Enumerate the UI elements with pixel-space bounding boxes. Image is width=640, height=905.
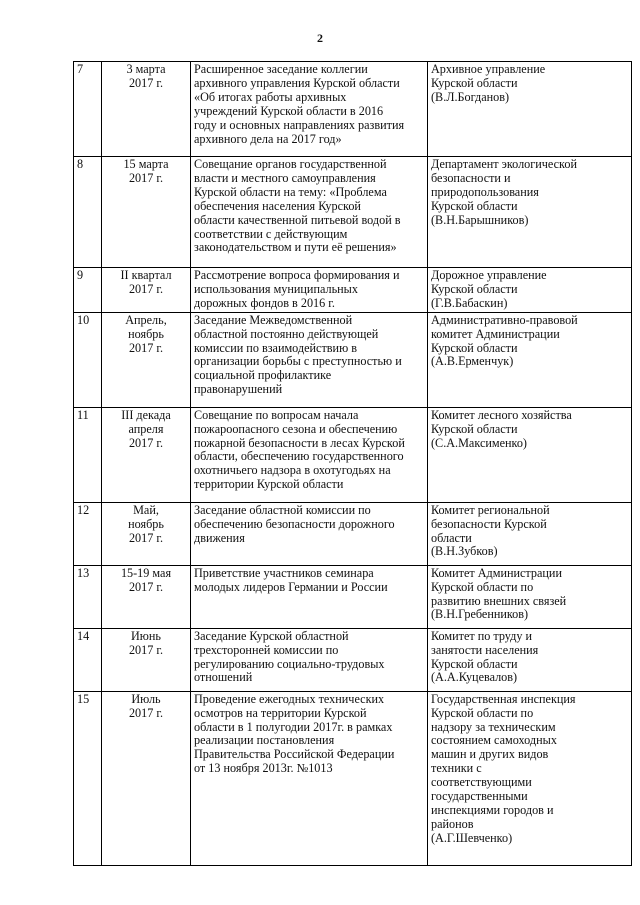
- row-responsible-line: Курской области: [431, 198, 518, 213]
- row-responsible-line: Курской области: [431, 340, 518, 355]
- row-responsible-line: (В.Л.Богданов): [431, 89, 510, 104]
- row-event-line: отношений: [194, 670, 253, 685]
- row-date-line: ноябрь: [128, 516, 164, 531]
- table-row: [74, 628, 632, 691]
- row-event-line: «Об итогах работы архивных: [194, 89, 347, 104]
- row-responsible: [428, 268, 632, 313]
- table-row: [74, 157, 632, 268]
- row-event-line: области качественной питьевой водой в: [194, 212, 401, 227]
- row-number: [74, 312, 102, 407]
- row-responsible-line: государственными: [431, 789, 528, 804]
- row-responsible-line: (В.Н.Барышников): [431, 212, 529, 227]
- row-responsible-line: состоянием самоходных: [431, 733, 557, 748]
- row-responsible-line: Курской области по: [431, 705, 534, 720]
- row-responsible: [428, 62, 632, 157]
- table-row: [74, 62, 632, 157]
- row-responsible-line: занятости населения: [431, 642, 539, 657]
- row-event-line: учреждений Курской области в 2016: [194, 103, 384, 118]
- row-responsible: [428, 157, 632, 268]
- row-responsible: [428, 565, 632, 628]
- row-responsible-line: надзору за техническим: [431, 719, 556, 734]
- row-number: [74, 407, 102, 502]
- row-event: [191, 691, 428, 865]
- row-number-line: 11: [77, 407, 89, 422]
- row-event-line: комиссии по взаимодействию в: [194, 340, 357, 355]
- row-date-line: Июнь: [131, 628, 161, 643]
- row-number: [74, 628, 102, 691]
- row-date-line: II квартал: [120, 268, 172, 282]
- row-date: [102, 407, 191, 502]
- row-number-line: 12: [77, 502, 90, 517]
- row-responsible-line: соответствующими: [431, 775, 532, 790]
- row-date-line: Май,: [133, 502, 159, 517]
- row-date-line: 3 марта: [126, 62, 166, 76]
- row-responsible-line: области: [431, 530, 472, 545]
- row-event-line: Заседание Межведомственной: [194, 312, 353, 327]
- row-number-line: 8: [77, 157, 84, 171]
- row-event-line: Заседание областной комиссии по: [194, 502, 371, 517]
- row-date: [102, 157, 191, 268]
- row-event-line: Правительства Российской Федерации: [194, 747, 395, 762]
- row-event-line: Совещание органов государственной: [194, 157, 387, 171]
- row-number-line: 7: [77, 62, 84, 76]
- row-responsible-line: (В.Н.Гребенников): [431, 607, 529, 622]
- row-event-line: Заседание Курской областной: [194, 628, 349, 643]
- row-number-line: 10: [77, 312, 90, 327]
- row-event-line: регулированию социально-трудовых: [194, 656, 385, 671]
- row-date-line: III декада: [121, 407, 171, 422]
- row-date: [102, 628, 191, 691]
- row-date-line: 2017 г.: [128, 281, 164, 296]
- row-responsible-line: Дорожное управление: [431, 268, 547, 282]
- table-row: [74, 691, 632, 865]
- row-event-line: пожароопасного сезона и обеспечению: [194, 421, 398, 436]
- row-responsible-line: инспекциями городов и: [431, 802, 554, 817]
- row-responsible-line: (А.В.Ерменчук): [431, 354, 514, 369]
- table-row: [74, 312, 632, 407]
- row-event-line: пожарной безопасности в лесах Курской: [194, 435, 405, 450]
- row-event: [191, 407, 428, 502]
- row-event-line: организации борьбы с преступностью и: [194, 354, 402, 369]
- row-event-line: от 13 ноября 2013г. №1013: [194, 761, 333, 776]
- row-date-line: 2017 г.: [128, 530, 164, 545]
- row-event-line: использования муниципальных: [194, 281, 358, 296]
- row-date-line: 2017 г.: [128, 642, 164, 657]
- row-number: [74, 691, 102, 865]
- row-date: [102, 268, 191, 313]
- row-number: [74, 565, 102, 628]
- row-responsible-line: развитию внешних связей: [431, 593, 567, 608]
- row-event-line: области, обеспечению государственного: [194, 449, 404, 464]
- row-event-line: реализации постановления: [194, 733, 335, 748]
- row-date: [102, 62, 191, 157]
- row-date-line: ноябрь: [128, 326, 164, 341]
- row-responsible-line: (А.Г.Шевченко): [431, 830, 513, 845]
- row-responsible-line: (В.Н.Зубков): [431, 544, 498, 559]
- row-responsible: [428, 502, 632, 565]
- row-responsible-line: Архивное управление: [431, 62, 546, 76]
- row-responsible-line: Государственная инспекция: [431, 691, 576, 706]
- row-date-line: 2017 г.: [128, 75, 164, 90]
- events-table: [73, 61, 632, 866]
- row-date: [102, 502, 191, 565]
- row-event-line: власти и местного самоуправления: [194, 170, 376, 185]
- row-responsible-line: Курской области по: [431, 579, 534, 594]
- page-number: 2: [317, 31, 323, 45]
- row-responsible: [428, 691, 632, 865]
- row-date: [102, 312, 191, 407]
- row-number: [74, 157, 102, 268]
- row-event-line: архивного управления Курской области: [194, 75, 400, 90]
- row-event-line: Проведение ежегодных технических: [194, 691, 385, 706]
- row-event-line: законодательством и пути её решения»: [194, 240, 397, 255]
- row-responsible-line: Комитет Администрации: [431, 565, 562, 580]
- row-event-line: дорожных фондов в 2016 г.: [194, 295, 335, 310]
- row-responsible-line: Департамент экологической: [431, 157, 577, 171]
- row-responsible-line: безопасности и: [431, 170, 511, 185]
- row-number: [74, 502, 102, 565]
- row-event: [191, 157, 428, 268]
- row-event-line: обеспечения населения Курской: [194, 198, 361, 213]
- row-event-line: территории Курской области: [194, 477, 344, 492]
- table-row: [74, 268, 632, 313]
- row-number-line: 14: [77, 628, 90, 643]
- row-responsible-line: (С.А.Максименко): [431, 435, 527, 450]
- row-responsible-line: Комитет лесного хозяйства: [431, 407, 572, 422]
- row-event: [191, 312, 428, 407]
- row-event-line: соответствии с действующим: [194, 226, 348, 241]
- row-event-line: Приветствие участников семинара: [194, 565, 374, 580]
- row-event-line: Совещание по вопросам начала: [194, 407, 359, 422]
- row-responsible-line: Курской области: [431, 281, 518, 296]
- row-date-line: Апрель,: [125, 312, 167, 327]
- row-event-line: архивного дела на 2017 год»: [194, 131, 342, 146]
- row-responsible-line: природопользования: [431, 184, 539, 199]
- row-responsible-line: машин и других видов: [431, 747, 549, 762]
- row-number: [74, 268, 102, 313]
- row-date-line: 2017 г.: [128, 579, 164, 594]
- row-event-line: Расширенное заседание коллегии: [194, 62, 368, 76]
- row-event-line: обеспечению безопасности дорожного: [194, 516, 395, 531]
- row-responsible-line: комитет Администрации: [431, 326, 560, 341]
- row-event-line: охотничьего надзора в охотугодьях на: [194, 463, 391, 478]
- row-event: [191, 502, 428, 565]
- row-event: [191, 268, 428, 313]
- row-event-line: социальной профилактике: [194, 368, 332, 383]
- row-responsible: [428, 407, 632, 502]
- row-responsible-line: районов: [431, 816, 474, 831]
- row-responsible-line: Курской области: [431, 75, 518, 90]
- row-event-line: осмотров на территории Курской: [194, 705, 367, 720]
- row-responsible-line: безопасности Курской: [431, 516, 547, 531]
- row-date-line: 15 марта: [123, 157, 169, 171]
- row-number: [74, 62, 102, 157]
- row-date: [102, 565, 191, 628]
- row-date-line: 2017 г.: [128, 435, 164, 450]
- row-event-line: трехсторонней комиссии по: [194, 642, 339, 657]
- row-number-line: 13: [77, 565, 90, 580]
- row-event: [191, 628, 428, 691]
- row-date-line: 2017 г.: [128, 170, 164, 185]
- row-responsible-line: Курской области: [431, 656, 518, 671]
- row-date-line: Июль: [131, 691, 161, 706]
- row-responsible-line: Комитет по труду и: [431, 628, 532, 643]
- row-responsible: [428, 312, 632, 407]
- row-event: [191, 62, 428, 157]
- row-date-line: 15-19 мая: [120, 565, 172, 580]
- row-number-line: 9: [77, 268, 84, 282]
- row-date-line: апреля: [128, 421, 164, 436]
- table-row: [74, 502, 632, 565]
- row-event-line: правонарушений: [194, 382, 283, 397]
- row-event-line: области в 1 полугодии 2017г. в рамках: [194, 719, 393, 734]
- row-responsible-line: техники с: [431, 761, 482, 776]
- row-responsible-line: (А.А.Куцевалов): [431, 670, 518, 685]
- row-event-line: Курской области на тему: «Проблема: [194, 184, 387, 199]
- table-row: [74, 407, 632, 502]
- row-responsible-line: (Г.В.Бабаскин): [431, 295, 508, 310]
- row-event-line: движения: [194, 530, 245, 545]
- row-date: [102, 691, 191, 865]
- table-row: [74, 565, 632, 628]
- row-number-line: 15: [77, 691, 90, 706]
- row-event: [191, 565, 428, 628]
- row-responsible-line: Курской области: [431, 421, 518, 436]
- row-event-line: году и основных направлениях развития: [194, 117, 405, 132]
- row-event-line: молодых лидеров Германии и России: [194, 579, 388, 594]
- row-responsible-line: Комитет региональной: [431, 502, 550, 517]
- row-responsible: [428, 628, 632, 691]
- events-table-body: [74, 62, 632, 866]
- row-event-line: областной постоянно действующей: [194, 326, 379, 341]
- row-date-line: 2017 г.: [128, 340, 164, 355]
- row-responsible-line: Административно-правовой: [431, 312, 578, 327]
- row-event-line: Рассмотрение вопроса формирования и: [194, 268, 400, 282]
- row-date-line: 2017 г.: [128, 705, 164, 720]
